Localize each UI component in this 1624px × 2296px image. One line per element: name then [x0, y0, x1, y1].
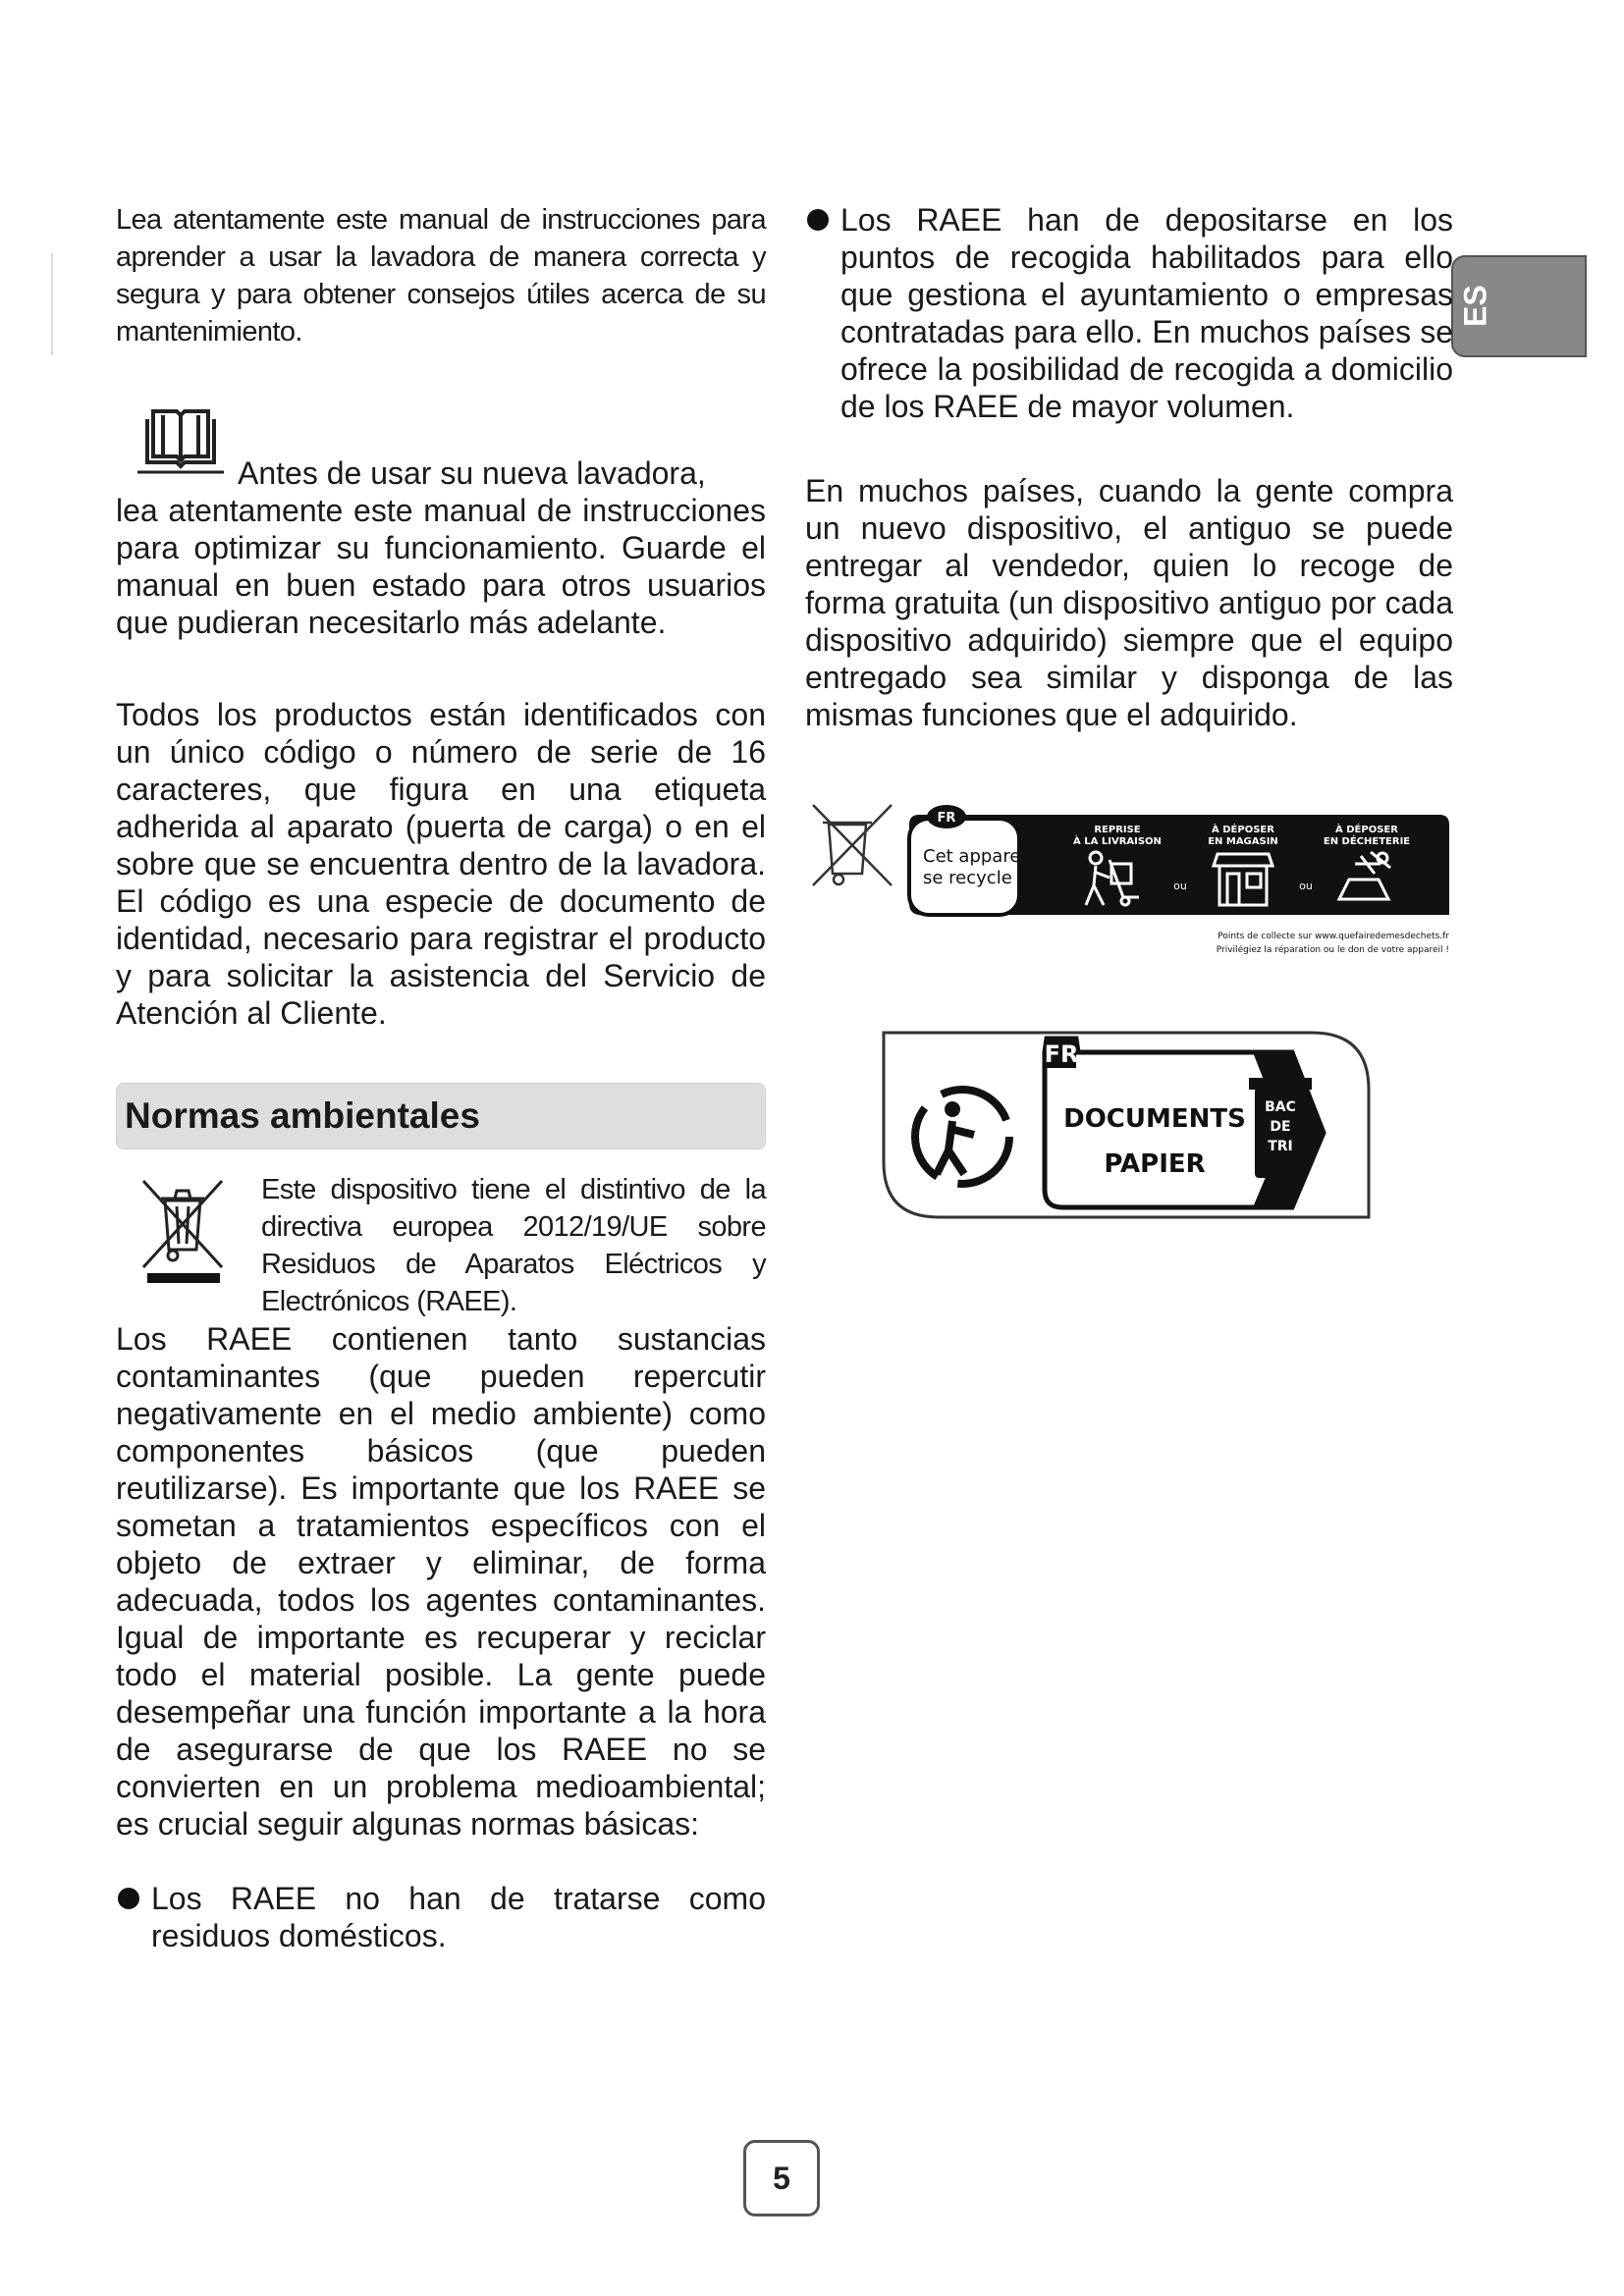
paper-line2: PAPIER	[1104, 1149, 1206, 1179]
crossed-bin-icon	[139, 1177, 226, 1285]
weee-notice	[116, 1171, 766, 1320]
left-column	[116, 201, 766, 1954]
triman-footer-line2: Privilégiez la réparation ou le don de votre appareil !	[1216, 945, 1449, 955]
raee-paragraph: Los RAEE contienen tanto sustancias contaminantes (que pueden repercutir negativamente en el medio ambiente) como componentes básicos (que pueden reutilizarse). Es importante que los RAEE se sometan a tratamientos específicos con el objeto de extraer y eliminar, de forma adecuada, todos los agentes contaminantes. Igual de importante es recuperar y reciclar todo el material posible. La gente puede desempeñar una función importante a la hora de asegurarse de que los RAEE no se convierten en un problema medioambiental; es crucial seguir algunas normas básicas:	[116, 1321, 766, 1842]
bin-label-3: TRI	[1268, 1139, 1293, 1154]
manual-notice-text: lea atentamente este manual de instrucciones para optimizar su funcionamiento. Guarde el manual en buen estado para otros usuarios que pudieran necesitarlo más adelante.	[116, 493, 766, 640]
manual-notice-line1: Antes de usar su nueva lavadora,	[238, 455, 706, 491]
section-heading: Normas ambientales	[116, 1083, 766, 1149]
triman-appliance-line2: se recycle	[923, 868, 1012, 888]
intro-paragraph: Lea atentamente este manual de instrucciones para aprender a usar la lavadora de manera correcta y segura y para obtener consejos útiles acerca de su mantenimiento.	[116, 204, 766, 347]
triman-option1-line1: REPRISE	[1094, 825, 1141, 835]
triman-or-1: ou	[1173, 880, 1187, 892]
crossed-bin-icon	[813, 805, 892, 885]
triman-option2-line2: EN MAGASIN	[1208, 836, 1278, 847]
bin-label-2: DE	[1270, 1119, 1291, 1135]
triman-appliance-line1: Cet appareil	[923, 846, 1031, 867]
paper-line1: DOCUMENTS	[1063, 1104, 1246, 1134]
paper-fr-label: FR	[1044, 1041, 1079, 1068]
triman-option3-line2: EN DÉCHETERIE	[1323, 836, 1411, 847]
triman-recycling-logo	[811, 795, 1451, 970]
page-number: 5	[743, 2140, 820, 2216]
right-column	[805, 201, 1453, 733]
bullet-text: Los RAEE han de depositarse en los puntos de recogida habilitados para ello que gestiona el ayuntamiento o empresas contratadas para ello. En muchos países se ofrece la posibilidad de recogida a domicilio de los RAEE de mayor volumen.	[840, 202, 1453, 424]
bullet-item	[116, 1880, 766, 1954]
triman-footer-line1: Points de collecte sur www.quefairedemesdechets.fr	[1218, 932, 1449, 941]
bullet-text: Los RAEE no han de tratarse como residuos domésticos.	[151, 1881, 766, 1953]
language-tab-label: ES	[1457, 285, 1493, 328]
margin-rule	[51, 253, 53, 355]
triman-option3-line1: À DÉPOSER	[1335, 825, 1398, 835]
triman-recycling-icon	[915, 1090, 1009, 1184]
triman-option2-line1: À DÉPOSER	[1212, 825, 1274, 835]
manual-notice	[116, 401, 766, 641]
bullet-item	[805, 201, 1453, 425]
bullet-icon	[807, 209, 829, 231]
sorting-bin-icon	[1249, 1078, 1312, 1178]
bullet-icon	[118, 1888, 139, 1909]
paper-recycling-logo	[880, 1029, 1373, 1221]
language-tab	[1451, 255, 1587, 357]
triman-fr-label: FR	[937, 811, 956, 826]
bin-label-1: BAC	[1265, 1099, 1296, 1115]
weee-text: Este dispositivo tiene el distintivo de la directiva europea 2012/19/UE sobre Residuos de Aparatos Eléctricos y Electrónicos (RAEE).	[261, 1174, 766, 1317]
triman-or-2: ou	[1299, 880, 1313, 892]
take-back-paragraph: En muchos países, cuando la gente compra un nuevo dispositivo, el antiguo se puede entregar al vendedor, quien lo recoge de forma gratuita (un dispositivo antiguo por cada dispositivo adquirido) siempre que el equipo entregado sea similar y disponga de las mismas funciones que el adquirido.	[805, 473, 1453, 732]
book-icon	[134, 401, 228, 476]
triman-option1-line2: À LA LIVRAISON	[1073, 836, 1162, 847]
serial-number-paragraph: Todos los productos están identificados con un único código o número de serie de 16 caracteres, que figura en una etiqueta adherida al aparato (puerta de carga) o en el sobre que se encuentra dentro de la lavadora. El código es una especie de documento de identidad, necesario para registrar el producto y para solicitar la asistencia del Servicio de Atención al Cliente.	[116, 697, 766, 1031]
